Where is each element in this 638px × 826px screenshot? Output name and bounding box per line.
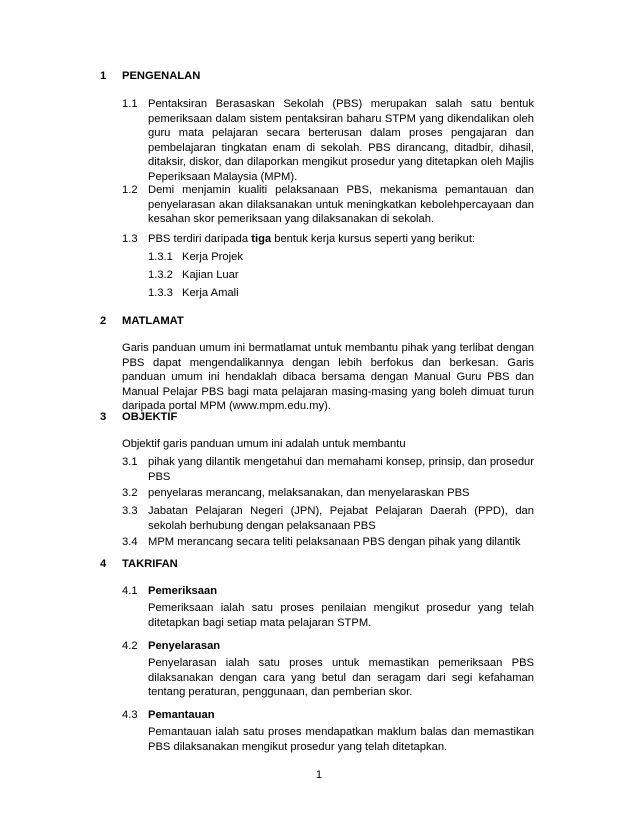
paragraph-objektif-intro: Objektif garis panduan umum ini adalah untuk membantu — [122, 438, 406, 450]
page-number: 1 — [315, 769, 323, 781]
definition-term: Pemantauan — [148, 709, 215, 721]
item-text: Demi menjamin kualiti pelaksanaan PBS, mekanisma pemantauan dan penyelarasan akan dilaksanakan untuk meningkatkan kebolehpercayaan dan kesahan skor pemeriksaan yang dilaksanakan di sekolah. — [148, 184, 534, 226]
definition-text-4-1: Pemeriksaan ialah satu proses penilaian mengikut prosedur yang telah ditetapkan bagi setiap mata pelajaran STPM. — [148, 602, 534, 629]
definition-number: 4.3 — [122, 709, 138, 721]
definition-text-4-3: Pemantauan ialah satu proses mendapatkan maklum balas dan memastikan PBS dilaksanakan mengikut prosedur yang telah ditetapkan. — [148, 726, 534, 753]
item-number: 1.1 — [122, 98, 138, 110]
item-number: 3.2 — [122, 487, 138, 499]
item-text: pihak yang dilantik mengetahui dan memahami konsep, prinsip, dan prosedur PBS — [148, 456, 534, 483]
subitem-number: 1.3.1 — [148, 251, 173, 263]
subitem-text: Kajian Luar — [182, 269, 239, 281]
definition-text-4-2: Penyelarasan ialah satu proses untuk memastikan pemeriksaan PBS dilaksanakan dengan cara yang betul dan seragam dari segi kefahaman tentang peraturan, penggunaan, dan pemberian skor. — [148, 657, 534, 699]
section-number: 2 — [100, 315, 107, 327]
item-text: PBS terdiri daripada tiga bentuk kerja kursus seperti yang berikut: — [148, 233, 476, 245]
section-title: PENGENALAN — [122, 70, 201, 82]
item-text: MPM merancang secara teliti pelaksanaan PBS dengan pihak yang dilantik — [148, 536, 521, 548]
section-number: 3 — [100, 411, 107, 423]
subitem-number: 1.3.3 — [148, 287, 173, 299]
section-number: 1 — [100, 70, 107, 82]
section-title: OBJEKTIF — [122, 411, 178, 423]
item-number: 3.3 — [122, 505, 138, 517]
item-number: 1.2 — [122, 184, 138, 196]
section-title: TAKRIFAN — [122, 558, 178, 570]
section-number: 4 — [100, 558, 107, 570]
definition-term: Penyelarasan — [148, 640, 221, 652]
subitem-text: Kerja Amali — [182, 287, 239, 299]
definition-number: 4.2 — [122, 640, 138, 652]
section-title: MATLAMAT — [122, 315, 184, 327]
paragraph-matlamat: Garis panduan umum ini bermatlamat untuk membantu pihak yang terlibat dengan PBS dapat mengendalikannya dengan lebih berfokus dan berkesan. Garis panduan umum ini hendaklah dibaca bersama dengan Manual Guru PBS dan Manual Pelajar PBS bagi mata pelajaran masing-masing yang boleh dimuat turun daripada portal MPM (www.mpm.edu.my). — [122, 342, 534, 413]
item-text: Pentaksiran Berasaskan Sekolah (PBS) merupakan salah satu bentuk pemeriksaan dalam sistem pentaksiran baharu STPM yang dikendalikan oleh guru mata pelajaran secara berterusan dalam proses pengajaran dan pembelajaran tingkatan enam di sekolah. PBS dirancang, ditadbir, dihasil, ditaksir, diskor, dan dilaporkan mengikut prosedur yang ditetapkan oleh Majlis Peperiksaan Malaysia (MPM). — [148, 98, 534, 183]
subitem-text: Kerja Projek — [182, 251, 243, 263]
definition-number: 4.1 — [122, 585, 138, 597]
item-number: 1.3 — [122, 233, 138, 245]
subitem-number: 1.3.2 — [148, 269, 173, 281]
definition-term: Pemeriksaan — [148, 585, 218, 597]
item-text: penyelaras merancang, melaksanakan, dan menyelaraskan PBS — [148, 487, 470, 499]
item-number: 3.1 — [122, 456, 138, 468]
item-text: Jabatan Pelajaran Negeri (JPN), Pejabat Pelajaran Daerah (PPD), dan sekolah berhubung dengan pelaksanaan PBS — [148, 505, 534, 532]
bold-word: tiga — [251, 233, 272, 245]
item-number: 3.4 — [122, 536, 138, 548]
